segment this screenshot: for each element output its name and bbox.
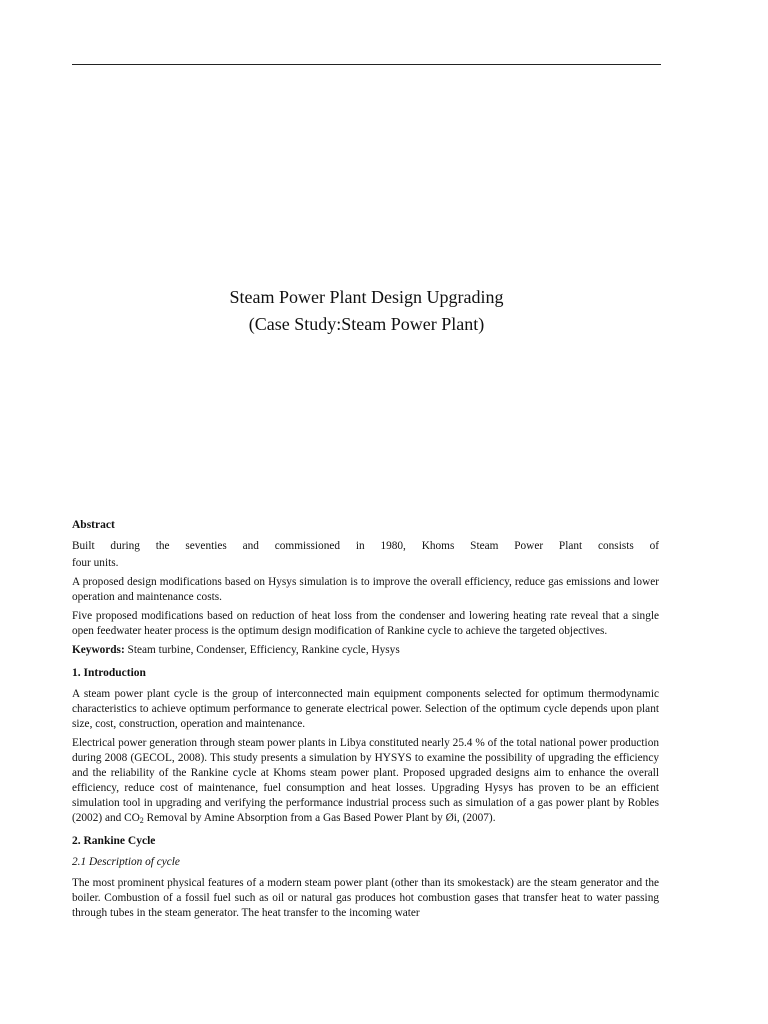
co2-subscript: 2 [139,816,144,825]
introduction-paragraph-2-text: Electrical power generation through steam power plants in Libya constituted nearly 25.4 % of the total national power production during 2008 (GECOL, 2008). This study presents a simulation by HYSYS to examine the possibility of upgrading the efficiency and the reliability of the Rankine cycle at Khoms steam power plant. Proposed upgraded designs aim to enhance the overall efficiency, reduce cost of maintenance, fuel consumption and heat losses. Upgrading Hysys has proven to be an efficient simulation tool in upgrading and verifying the performance industrial process such as simulation of a gas power plant by Robles (2002) and CO [72,737,659,824]
introduction-heading: 1. Introduction [72,667,146,679]
keywords-text: Steam turbine, Condenser, Efficiency, Rankine cycle, Hysys [124,644,400,656]
title-line-2: (Case Study:Steam Power Plant) [248,314,485,334]
paper-body [72,518,659,925]
introduction-paragraph-2-end: Removal by Amine Absorption from a Gas Based Power Plant by Øi, (2007). [143,812,496,824]
top-rule [72,64,661,65]
abstract-paragraph-2: A proposed design modifications based on Hysys simulation is to improve the overall efficiency, reduce gas emissions and lower operation and maintenance costs. [72,576,659,603]
rankine-heading: 2. Rankine Cycle [72,835,156,847]
abstract-paragraph-1-line-1: Built during the seventies and commissioned in 1980, Khoms Steam Power Plant consists of [72,540,659,552]
introduction-paragraph-1: A steam power plant cycle is the group of interconnected main equipment components selected for optimum thermodynamic characteristics to achieve optimum performance to generate electrical power. Selection of the optimum cycle depends upon plant size, cost, construction, operation and maintenance. [72,688,659,730]
paper-title [72,284,661,338]
keywords-label: Keywords: [72,644,125,656]
title-line-1: Steam Power Plant Design Upgrading [229,287,504,307]
rankine-paragraph-1: The most prominent physical features of a modern steam power plant (other than its smokestack) are the steam generator and the boiler. Combustion of a fossil fuel such as oil or natural gas produces hot combustion gases that transfer heat to water passing through tubes in the steam generator. The heat transfer to the incoming water [72,877,659,919]
abstract-paragraph-1-line-2: four units. [72,557,119,569]
introduction-paragraph-2 [72,736,659,826]
rankine-subheading: 2.1 Description of cycle [72,856,180,868]
abstract-heading: Abstract [72,519,115,531]
abstract-paragraph-3: Five proposed modifications based on reduction of heat loss from the condenser and lowering heating rate reveal that a single open feedwater heater process is the optimum design modification of Rankine cycle to achieve the targeted objectives. [72,610,659,637]
keywords-line [72,643,659,658]
